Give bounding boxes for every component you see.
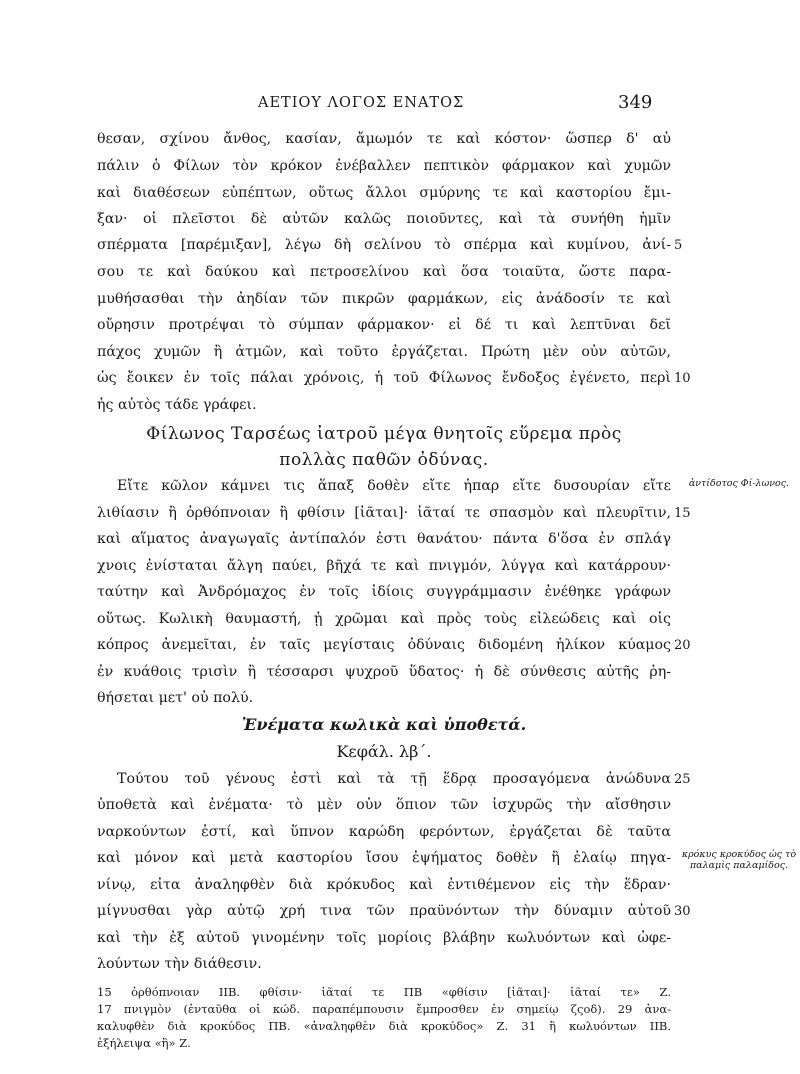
footnote-line: καλυφθὲν διὰ κροκύδος ΠΒ. «ἀναληφθὲν διὰ κροκύδος» Ζ. 31 ἢ κωλυόντων ΙΙΒ. [97, 1019, 671, 1033]
section-heading-line2: πολλὰς παθῶν ὀδύνας. [279, 450, 489, 470]
line-number: 10 [674, 371, 691, 386]
text-line: ἧς αὐτὸς τάδε γράφει. [97, 397, 257, 413]
margin-note: ἀντίδοτος Φί-λωνος. [688, 478, 790, 489]
text-line: κόπρος ἀνεμεῖται, ἐν ταῖς μεγίσταις ὀδύναις διδομένη ἡλίκον κύαμος [97, 637, 671, 653]
text-line: σπέρματα [παρέμιξαν], λέγω δὴ σελίνου τὸ σπέρμα καὶ κυμίνου, ἀνί- [97, 237, 671, 253]
text-line: θεσαν, σχίνου ἄνθος, κασίαν, ἄμωμόν τε καὶ κόστον· ὥσπερ δ' αὖ [97, 131, 671, 147]
text-line: λιθίασιν ἢ ὀρθόπνοιαν ἢ φθίσιν [ἰᾶται]· ἰᾶταί τε σπασμὸν καὶ πλευρῖτιν, [97, 505, 671, 521]
footnote-line: ἐξήλειψα «ἢ» Ζ. [97, 1036, 191, 1050]
text-line: σου τε καὶ δαύκου καὶ πετροσελίνου καὶ ὅσα τοιαῦτα, ὥστε παρα- [97, 264, 671, 280]
section-heading-line1: Φίλωνος Ταρσέως ἰατροῦ μέγα θνητοῖς εὕρεμα πρὸς [146, 424, 622, 444]
text-line: πάχος χυμῶν ἢ ἀτμῶν, καὶ τοῦτο ἐργάζεται. Πρώτη μὲν οὖν αὐτῶν, [97, 344, 671, 360]
line-number: 25 [674, 772, 691, 787]
text-line: οὔρησιν προτρέψαι τὸ σύμπαν φάρμακον· εἰ δέ τι καὶ λεπτῦναι δεῖ [97, 317, 671, 333]
line-number: 5 [674, 238, 683, 253]
text-line: λούντων τὴν διάθεσιν. [97, 956, 262, 972]
footnote-line: 15 ὀρθόπνοιαν ΙΙΒ. φθίσιν· ἰᾶταί τε ΠΒ «φθίσιν [ἰᾶται]· ἰᾶταί τε» Ζ. [97, 985, 671, 999]
text-line: ταύτην καὶ Ἀνδρόμαχος ἐν τοῖς ἰδίοις συγγράμμασιν ἐνέθηκε γράφων [97, 584, 671, 600]
line-number: 30 [674, 904, 691, 919]
page-number: 349 [618, 92, 653, 113]
text-line: θήσεται μετ' οὐ πολύ. [97, 690, 254, 706]
text-line: καὶ τὴν ἐξ αὐτοῦ γινομένην τοῖς μορίοις βλάβην κωλυόντων καὶ ὠφε- [97, 930, 671, 946]
text-line: καὶ μόνον καὶ μετὰ καστορίου ἴσου ἐψήματος δοθὲν ἢ ἐλαίῳ πηγα- [97, 850, 671, 866]
margin-note: κρόκυς κροκύδος ὡς τὸ παλαμὶς παλαμίδος. [681, 849, 797, 871]
text-line: ξαν· οἱ πλεῖστοι δὲ αὐτῶν καλῶς ποιοῦντες, καὶ τὰ συνήθη ἡμῖν [97, 211, 671, 227]
footnote-line: 17 πνιγμὸν (ἐνταῦθα οἱ κώδ. παραπέμπουσιν ἔμπροσθεν ἐν σημείῳ ζςοδ). 29 ἀνα- [97, 1002, 671, 1016]
text-line: Εἴτε κῶλον κάμνει τις ἅπαξ δοθὲν εἴτε ἧπαρ εἴτε δυσουρίαν εἴτε [117, 478, 671, 494]
line-number: 20 [674, 638, 691, 653]
running-head: ΑΕΤΙΟΥ ΛΟΓΟΣ ΕΝΑΤΟΣ [258, 95, 465, 111]
text-line: καὶ διαθέσεων εὐπέπτων, οὕτως ἄλλοι σμύρνης τε καὶ καστορίου ἔμι- [97, 185, 671, 201]
line-number: 15 [674, 506, 691, 521]
text-line: μίγνυσθαι γὰρ αὐτῷ χρή τινα τῶν πραϋνόντων τὴν δύναμιν αὐτοῦ [97, 903, 671, 919]
text-line: ὡς ἔοικεν ἐν τοῖς πάλαι χρόνοις, ἡ τοῦ Φίλωνος ἔνδοξος ἐγένετο, περὶ [97, 370, 671, 386]
text-line: ἐν κυάθοις τρισὶν ἢ τέσσαρσι ψυχροῦ ὕδατος· ἡ δὲ σύνθεσις αὐτῆς ῥη- [97, 664, 671, 680]
text-line: ναρκούντων ἐστί, καὶ ὕπνον καρώδη φερόντων, ἐργάζεται δὲ ταῦτα [97, 824, 671, 840]
text-line: χνοις ἐνίσταται ἄλγη παύει, βῆχά τε καὶ πνιγμόν, λύγγα καὶ κατάρρουν· [97, 558, 671, 574]
text-line: ὑποθετὰ καὶ ἐνέματα· τὸ μὲν οὖν ὅπιον τῶν ἰσχυρῶς τὴν αἴσθησιν [97, 797, 671, 813]
text-line: καὶ αἵματος ἀναγωγαῖς ἀντίπαλόν ἐστι θανάτου· πάντα δ'ὅσα ἐν σπλάγ [97, 531, 671, 547]
text-line: Τούτου τοῦ γένους ἐστὶ καὶ τὰ τῇ ἕδρᾳ προσαγόμενα ἀνώδυνα [117, 771, 671, 787]
text-line: πάλιν ὁ Φίλων τὸν κρόκον ἐνέβαλλεν πεπτικὸν φάρμακον καὶ χυμῶν [97, 158, 671, 174]
text-line: νίνῳ, εἶτα ἀναληφθὲν διὰ κρόκυδος καὶ ἐντιθέμενον εἰς τὴν ἕδραν· [97, 877, 671, 893]
chapter-label: Κεφάλ. λβ΄. [336, 742, 432, 761]
text-line: μυθήσασθαι τὴν ἀηδίαν τῶν πικρῶν φαρμάκων, εἰς ἀνάδοσίν τε καὶ [97, 291, 671, 307]
subsection-title: Ἐνέματα κωλικὰ καὶ ὑποθετά. [241, 715, 527, 734]
text-line: οὕτως. Κωλικὴ θαυμαστή, ᾗ χρῶμαι καὶ πρὸς τοὺς εἰλεώδεις καὶ οἷς [97, 611, 671, 627]
